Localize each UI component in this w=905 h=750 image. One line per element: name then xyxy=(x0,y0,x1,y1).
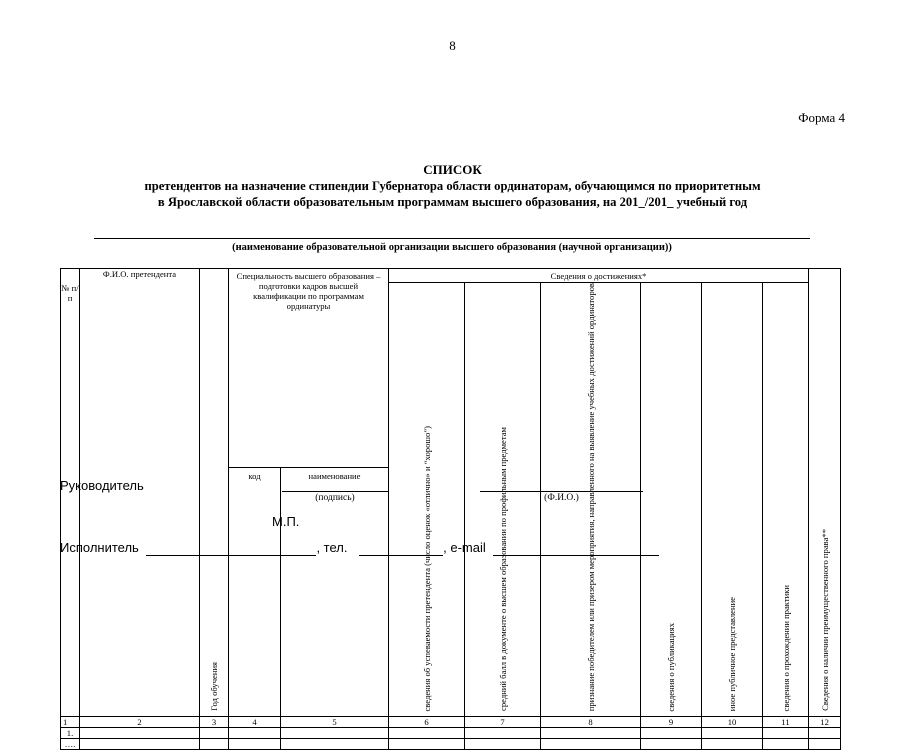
candidates-table xyxy=(60,268,841,750)
organization-caption: (наименование образовательной организации высшего образования (научной организации)) xyxy=(232,242,672,253)
header-ach-grades: сведения об успеваемости претендента (число оценок «отлично» и “хорошо”) xyxy=(389,283,465,717)
phone-field[interactable] xyxy=(359,540,443,556)
header-ach-practice: сведения о прохождении практики xyxy=(763,283,809,717)
row-index: …. xyxy=(61,739,80,750)
col-number: 3 xyxy=(200,717,229,728)
col-number: 9 xyxy=(641,717,702,728)
table-cell[interactable] xyxy=(702,739,763,750)
header-code: код xyxy=(229,468,281,717)
col-number: 8 xyxy=(541,717,641,728)
table-cell[interactable] xyxy=(465,739,541,750)
head-fio-line[interactable] xyxy=(480,491,643,492)
table-cell[interactable] xyxy=(541,739,641,750)
table-cell[interactable] xyxy=(80,728,200,739)
table-cell[interactable] xyxy=(809,739,841,750)
table-cell[interactable] xyxy=(541,728,641,739)
phone-label: , тел. xyxy=(316,540,348,555)
form-label: Форма 4 xyxy=(798,110,845,125)
col-number: 11 xyxy=(763,717,809,728)
header-achievements: Сведения о достижениях* xyxy=(389,269,809,283)
header-num: № п/п xyxy=(61,269,80,717)
table-cell[interactable] xyxy=(229,739,281,750)
signature-caption: (подпись) xyxy=(315,493,355,503)
table-cell[interactable] xyxy=(389,739,465,750)
organization-fill-line[interactable] xyxy=(94,238,810,239)
table-cell[interactable] xyxy=(229,728,281,739)
email-field[interactable] xyxy=(493,540,659,556)
executor-row xyxy=(60,540,659,556)
table-row xyxy=(61,739,841,750)
table-cell[interactable] xyxy=(281,739,389,750)
document-title: СПИСОК xyxy=(423,162,482,177)
column-numbers-row xyxy=(61,717,841,728)
col-number: 6 xyxy=(389,717,465,728)
table-cell[interactable] xyxy=(281,728,389,739)
email-label: , e-mail xyxy=(443,540,486,555)
table-cell[interactable] xyxy=(641,728,702,739)
table-cell[interactable] xyxy=(763,728,809,739)
col-number: 5 xyxy=(281,717,389,728)
table-cell[interactable] xyxy=(641,739,702,750)
table-cell[interactable] xyxy=(200,739,229,750)
subtitle-line-2: в Ярославской области образовательным программам высшего образования, на 201_/201_ учебный год xyxy=(157,195,748,209)
subtitle-line-1: претендентов на назначение стипендии Губернатора области ординаторам, обучающимся по приоритетным xyxy=(144,179,761,193)
col-number: 12 xyxy=(809,717,841,728)
executor-label: Исполнитель xyxy=(60,540,139,555)
col-number: 1 xyxy=(61,717,80,728)
col-number: 2 xyxy=(80,717,200,728)
table-cell[interactable] xyxy=(200,728,229,739)
header-specialty: Специальность высшего образования – подготовки кадров высшей квалификации по программам ординатуры xyxy=(229,269,389,468)
head-label: Руководитель xyxy=(60,478,144,493)
header-year: Год обучения xyxy=(200,269,229,717)
stamp-label: М.П. xyxy=(272,514,300,529)
col-number: 7 xyxy=(465,717,541,728)
table-cell[interactable] xyxy=(389,728,465,739)
col-number: 10 xyxy=(702,717,763,728)
table-cell[interactable] xyxy=(702,728,763,739)
header-ach-public: иное публичное представление xyxy=(702,283,763,717)
header-ach-publications: сведения о публикациях xyxy=(641,283,702,717)
header-ach-average: средний балл в документе о высшем образовании по профильным предметам xyxy=(465,283,541,717)
fio-caption: (Ф.И.О.) xyxy=(544,493,579,503)
header-ach-winner: признание победителем или призером мероприятия, направленного на выявление учебных достижений ординаторов xyxy=(541,283,641,717)
table-cell[interactable] xyxy=(465,728,541,739)
head-signature-line[interactable] xyxy=(282,491,388,492)
header-priority: Сведения о наличии преимущественного права** xyxy=(809,269,841,717)
document-subtitle xyxy=(60,178,845,210)
col-number: 4 xyxy=(229,717,281,728)
page-number: 8 xyxy=(449,38,456,53)
header-name: наименование xyxy=(281,468,389,717)
header-fio: Ф.И.О. претендента xyxy=(80,269,200,717)
row-index: 1. xyxy=(61,728,80,739)
table-row xyxy=(61,728,841,739)
table-cell[interactable] xyxy=(80,739,200,750)
executor-name-field[interactable] xyxy=(146,540,316,556)
table-cell[interactable] xyxy=(763,739,809,750)
table-cell[interactable] xyxy=(809,728,841,739)
